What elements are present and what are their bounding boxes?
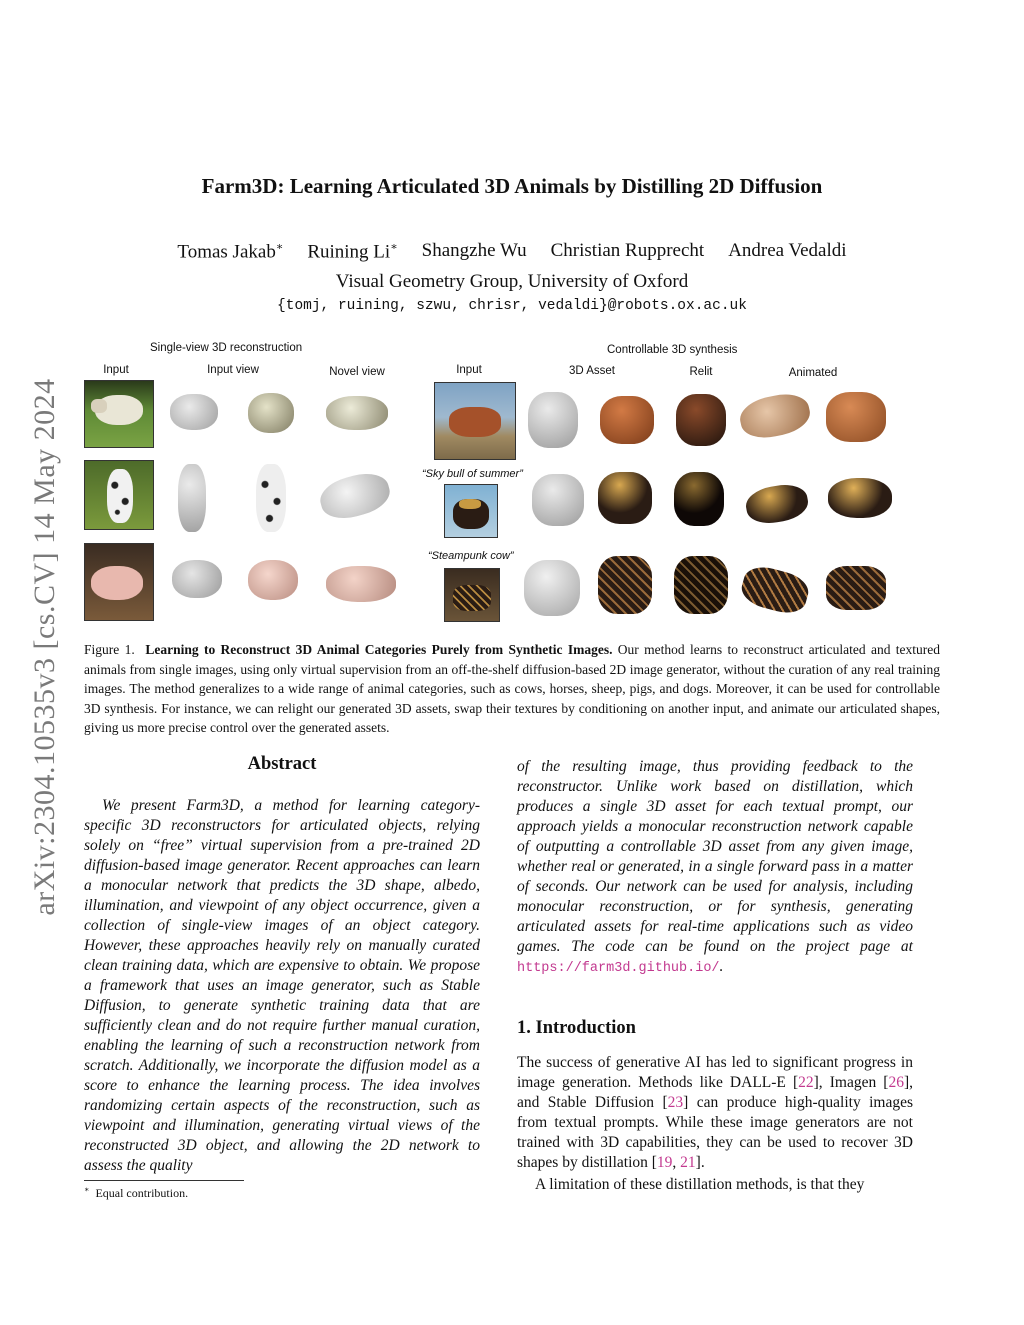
author: Shangzhe Wu (421, 240, 527, 261)
pig-mesh-input-view (172, 560, 222, 598)
citation-link[interactable]: 22 (798, 1074, 814, 1091)
input-photo-horse (434, 382, 516, 460)
author: Andrea Vedaldi (728, 240, 847, 261)
sheep-textured-input-view (248, 393, 294, 433)
bull-animated (743, 481, 810, 527)
author-list (0, 240, 1024, 263)
citation-link[interactable]: 23 (667, 1094, 684, 1111)
abstract-body: We present Farm3D, a method for learning category-specific 3D reconstructors for articulated objects, relying solely on “free” virtual supervision from a pre-trained 2D diffusion-based image generator. Recent approaches can learn a monocular network that predicts the 3D shape, albedo, illumination, and viewpoint of any object occurrence, given a collection of single-view images of an object category. However, these approaches heavily rely on manually curated clean training data, which are expensive to obtain. We propose a framework that uses an image generator, such as Stable Diffusion, to generate synthetic training data that are sufficiently clean and do not require further manual curation, enabling the learning of such a reconstruction network from scratch. Additionally, we incorporate the diffusion model as a score to enhance the learning process. The idea involves randomizing certain aspects of the reconstruction, such as viewpoint and illumination, generating virtual views of the reconstructed 3D object, and allowing the 2D network to assess the quality (84, 797, 480, 1174)
pig-novel-view (326, 566, 396, 602)
bull-3d-asset (532, 474, 584, 526)
author: Tomas Jakab∗ (177, 241, 284, 263)
figure-1 (80, 338, 950, 628)
col-label-input-right: Input (456, 364, 482, 376)
col-label-input-view: Input view (207, 364, 259, 376)
sheep-mesh-input-view (170, 394, 218, 430)
cow-relit (674, 556, 728, 614)
cow-textured (598, 556, 652, 614)
paper-title: Farm3D: Learning Articulated 3D Animals by Distilling 2D Diffusion (201, 174, 823, 198)
author-emails: {tomj, ruining, szwu, chrisr, vedaldi}@robots.ox.ac.uk (277, 298, 747, 314)
footnote: ∗ Equal contribution. (84, 1185, 189, 1200)
input-photo-dog (84, 460, 154, 530)
cow-animated-2 (826, 566, 886, 610)
bull-animated-2 (828, 478, 892, 518)
prompt-sky-bull: “Sky bull of summer” (422, 468, 523, 480)
input-photo-pig (84, 543, 154, 621)
intro-paragraph-1: The success of generative AI has led to significant progress in image generation. Methods like DALL-E [22], Imagen [26], and Stable Diffusion [23] can produce high-quality images from textual prompts. While these image generators are not trained with 3D capabilities, they can be used to recover 3D shapes by distillation [19, 21]. (517, 1054, 913, 1171)
abstract-heading: Abstract (247, 754, 317, 774)
horse-3d-asset (528, 392, 578, 448)
abstract-continued: of the resulting image, thus providing feedback to the reconstructor. Unlike work based on distillation, which produces a single 3D asset for each textual prompt, our approach yields a monocular reconstruction network capable of outputting a controllable 3D asset from any given image, whether real or generated, in a single forward pass in a matter of seconds. Our network can be used for analysis, including monocular reconstruction, or for synthesis, generating articulated assets for real-time applications such as video games. The code can be found on the project page at https://farm3d.github.io/. (517, 758, 913, 976)
section-heading-introduction: 1. Introduction (517, 1018, 636, 1038)
figure-caption: Figure 1. Learning to Reconstruct 3D Animal Categories Purely from Synthetic Images. Our method learns to reconstruct articulated and textured animals from single images, using only virtual supervision from an off-the-shelf diffusion-based 2D image generator, without the curation of any real training images. The method generalizes to a wide range of animal categories, such as cows, horses, sheep, pigs, and dogs. Moreover, it can be used for controllable 3D synthesis. For instance, we can relight our generated 3D assets, swap their textures by conditioning on another input, and animate our articulated shapes, giving us more precise control over the generated assets. (84, 642, 941, 735)
figure-heading-right: Controllable 3D synthesis (607, 344, 738, 356)
horse-relit (676, 394, 726, 446)
bull-relit (674, 472, 724, 526)
affiliation: Visual Geometry Group, University of Oxford (335, 271, 689, 292)
input-image-steampunk-cow (444, 568, 500, 622)
input-image-sky-bull (444, 484, 498, 538)
bull-textured (598, 472, 652, 524)
input-photo-sheep (84, 380, 154, 448)
horse-animated (737, 389, 814, 443)
horse-animated-2 (826, 392, 886, 442)
pig-textured-input-view (248, 560, 298, 600)
col-label-animated: Animated (788, 367, 838, 379)
col-label-3d-asset: 3D Asset (568, 365, 616, 377)
author: Christian Rupprecht (550, 240, 705, 261)
horse-textured (600, 396, 654, 444)
col-label-novel-view: Novel view (329, 366, 385, 378)
author: Ruining Li∗ (307, 241, 398, 263)
col-label-input: Input (103, 364, 129, 376)
cow-animated (738, 562, 812, 618)
sheep-novel-view (326, 396, 388, 430)
prompt-steampunk-cow: “Steampunk cow” (428, 550, 514, 562)
dog-novel-view (316, 468, 394, 525)
dog-mesh-input-view (178, 464, 206, 532)
cow-3d-asset (524, 560, 580, 616)
footnote-rule (84, 1180, 244, 1181)
citation-link[interactable]: 19 (656, 1154, 673, 1171)
arxiv-stamp: arXiv:2304.10535v3 [cs.CV] 14 May 2024 (28, 378, 61, 916)
citation-link[interactable]: 21 (680, 1154, 696, 1171)
project-link[interactable]: https://farm3d.github.io/ (517, 961, 720, 976)
dog-textured-input-view (256, 464, 286, 532)
citation-link[interactable]: 26 (888, 1074, 904, 1091)
col-label-relit: Relit (689, 366, 713, 378)
figure-heading-left: Single-view 3D reconstruction (150, 342, 303, 354)
intro-paragraph-2: A limitation of these distillation methods, is that they (535, 1176, 865, 1193)
